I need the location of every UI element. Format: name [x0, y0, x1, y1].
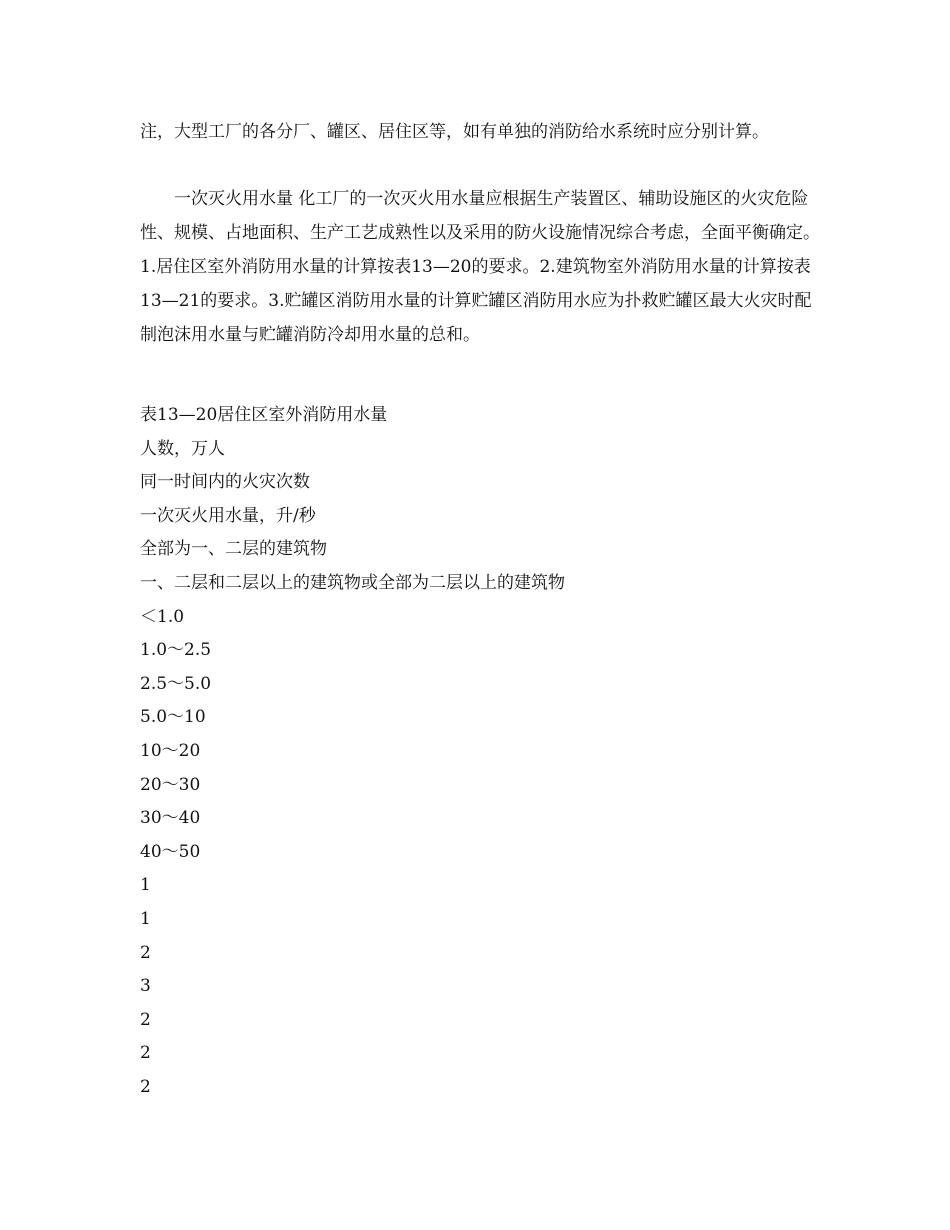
- list-item: 1: [140, 875, 151, 896]
- list-item: 5.0～10: [140, 707, 206, 728]
- list-item: 2: [140, 1043, 151, 1064]
- list-item: 2: [140, 942, 151, 963]
- list-item: ＜1.0: [140, 606, 185, 627]
- list-item: 3: [140, 976, 151, 997]
- list-item: 2: [140, 1076, 151, 1097]
- list-item: 1.0～2.5: [140, 640, 212, 661]
- list-item: 40～50: [140, 841, 201, 862]
- list-item: 一、二层和二层以上的建筑物或全部为二层以上的建筑物: [140, 572, 565, 593]
- list-item: 30～40: [140, 808, 201, 829]
- list-item: 一次灭火用水量，升/秒: [140, 505, 316, 526]
- list-item: 2: [140, 1009, 151, 1030]
- list-item: 10～20: [140, 740, 201, 761]
- list-item: 20～30: [140, 774, 201, 795]
- list-item: 同一时间内的火灾次数: [140, 472, 310, 493]
- note-paragraph: 注，大型工厂的各分厂、罐区、居住区等，如有单独的消防给水系统时应分别计算。: [140, 122, 769, 142]
- list-item: 1: [140, 908, 151, 929]
- list-item: 2.5～5.0: [140, 673, 212, 694]
- body-paragraph: 一次灭火用水量 化工厂的一次灭火用水量应根据生产装置区、辅助设施区的火灾危险性、规模、占地面积、生产工艺成熟性以及采用的防火设施情况综合考虑，全面平衡确定。1.居住区室外消防用水量的计算按表13—20的要求。2.建筑物室外消防用水量的计算按表13—21的要求。3.贮罐区消防用水量的计算贮罐区消防用水应为扑救贮罐区最大火灾时配制泡沫用水量与贮罐消防冷却用水量的总和。: [140, 189, 820, 345]
- table-content-list: [140, 399, 565, 1104]
- list-item: 人数，万人: [140, 438, 225, 459]
- list-item: 全部为一、二层的建筑物: [140, 539, 327, 560]
- table-title: 表13—20居住区室外消防用水量: [140, 405, 388, 425]
